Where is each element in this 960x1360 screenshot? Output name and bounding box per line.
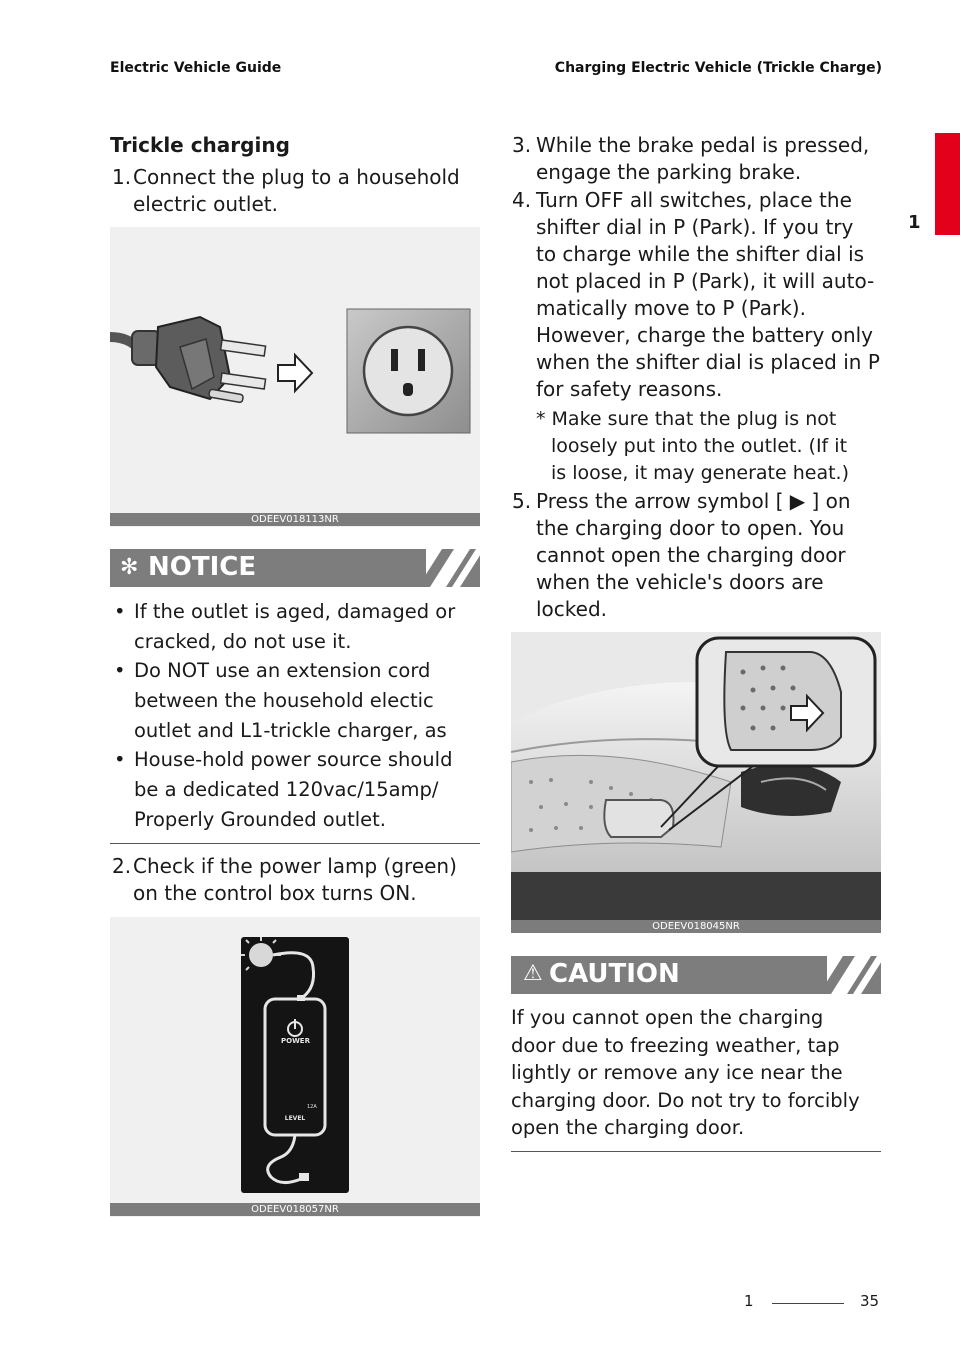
step-line: cannot open the charging door [536, 543, 846, 567]
running-header-right: Charging Electric Vehicle (Trickle Charge) [554, 60, 882, 76]
step-2 [112, 853, 482, 913]
note-line: * Make sure that the plug is not [536, 408, 837, 430]
control-box-panel [241, 937, 349, 1193]
level-label: LEVEL [284, 1115, 306, 1122]
step-line: matically move to P (Park). [536, 296, 806, 320]
step-number: 2. [112, 854, 132, 878]
bullet-line: outlet and L1-trickle charger, as [134, 719, 447, 742]
chapter-tab-number: 1 [908, 212, 921, 233]
section-heading: Trickle charging [110, 133, 290, 157]
step-line: engage the parking brake. [536, 160, 802, 184]
step-5 [512, 488, 892, 628]
notice-label: NOTICE [148, 552, 257, 582]
chapter-tab [935, 133, 960, 235]
plug-to-outlet-illustration [110, 227, 480, 513]
step-line: when the shifter dial is placed in P [536, 350, 880, 374]
step-number: 1. [112, 165, 132, 189]
step-4 [512, 187, 892, 407]
stripes-decoration [426, 549, 480, 587]
caution-line: charging door. Do not try to forcibly [511, 1088, 860, 1112]
step-3 [512, 132, 892, 192]
figure-caption: ODEEV018057NR [110, 1203, 480, 1216]
footer-section-number: 1 [744, 1292, 754, 1310]
step-line: shifter dial in P (Park). If you try [536, 215, 854, 239]
step-line: on the control box turns ON. [133, 881, 417, 905]
step-line: Turn OFF all switches, place the [536, 188, 852, 212]
step-line: not placed in P (Park), it will auto- [536, 269, 875, 293]
stripes-decoration [827, 956, 881, 994]
bullet-line: Do NOT use an extension cord [134, 659, 431, 682]
notice-banner [110, 549, 480, 587]
step-line: While the brake pedal is pressed, [536, 133, 870, 157]
step-line: However, charge the battery only [536, 323, 874, 347]
caution-banner [511, 956, 881, 994]
page-number: 35 [860, 1292, 880, 1310]
arrow-right-icon [278, 355, 312, 391]
figure-caption: ODEEV018045NR [511, 920, 881, 933]
bullet-line: cracked, do not use it. [134, 630, 352, 653]
step-line: electric outlet. [133, 192, 278, 216]
caution-line: open the charging door. [511, 1116, 745, 1139]
notice-bullet: • If the outlet is aged, damaged or cracked, do not use it. [114, 597, 484, 657]
power-label: POWER [281, 1037, 310, 1045]
bullet-line: House-hold power source should [134, 748, 453, 771]
step-line: Check if the power lamp (green) [133, 854, 457, 878]
step-line: the charging door to open. You [536, 516, 845, 540]
amp-label: 12A [307, 1104, 317, 1110]
step-4-note [536, 406, 886, 491]
bullet-line: Properly Grounded outlet. [134, 808, 386, 831]
footer-rule [772, 1303, 844, 1304]
bullet-line: between the household electic [134, 689, 434, 712]
caution-line: door due to freezing weather, tap [511, 1033, 840, 1057]
step-number: 5. [512, 489, 532, 513]
notice-end-rule [110, 843, 480, 844]
step-line: to charge while the shifter dial is [536, 242, 865, 266]
caution-line: lightly or remove any ice near the [511, 1061, 843, 1084]
control-box-illustration [241, 937, 349, 1193]
step-1 [112, 164, 482, 224]
step-line: Connect the plug to a household [133, 165, 460, 189]
step-number: 3. [512, 133, 532, 157]
step-line: for safety reasons. [536, 377, 723, 401]
notice-bullet: • Do NOT use an extension cord between the household electic outlet and L1-trickle charger, as [114, 656, 484, 746]
step-number: 4. [512, 188, 532, 212]
bullet-line: be a dedicated 120vac/15amp/ [134, 778, 439, 801]
plug-icon [110, 317, 266, 403]
outlet-icon [347, 309, 470, 433]
step-line: locked. [536, 597, 608, 621]
running-header-left: Electric Vehicle Guide [110, 60, 282, 76]
caution-line: If you cannot open the charging [511, 1006, 824, 1029]
warning-triangle-icon: ⚠ [523, 961, 543, 986]
note-line: is loose, it may generate heat.) [551, 462, 850, 484]
step-line: Press the arrow symbol [ ▶ ] on [536, 489, 851, 513]
note-line: loosely put into the outlet. (If it [551, 435, 848, 457]
step-line: when the vehicle's doors are [536, 570, 824, 594]
figure-charging-door [511, 632, 881, 933]
figure-control-box [110, 917, 480, 1217]
figure-plug-outlet [110, 227, 480, 527]
caution-text [511, 1004, 891, 1149]
caution-label: CAUTION [549, 959, 680, 989]
figure-caption: ODEEV018113NR [110, 513, 480, 526]
car-front-illustration [511, 632, 881, 920]
caution-end-rule [511, 1151, 881, 1152]
notice-bullet: • House-hold power source should be a dedicated 120vac/15amp/ Properly Grounded outlet. [114, 745, 484, 835]
asterisk-icon: ✻ [120, 555, 139, 580]
bullet-line: If the outlet is aged, damaged or [134, 600, 456, 623]
